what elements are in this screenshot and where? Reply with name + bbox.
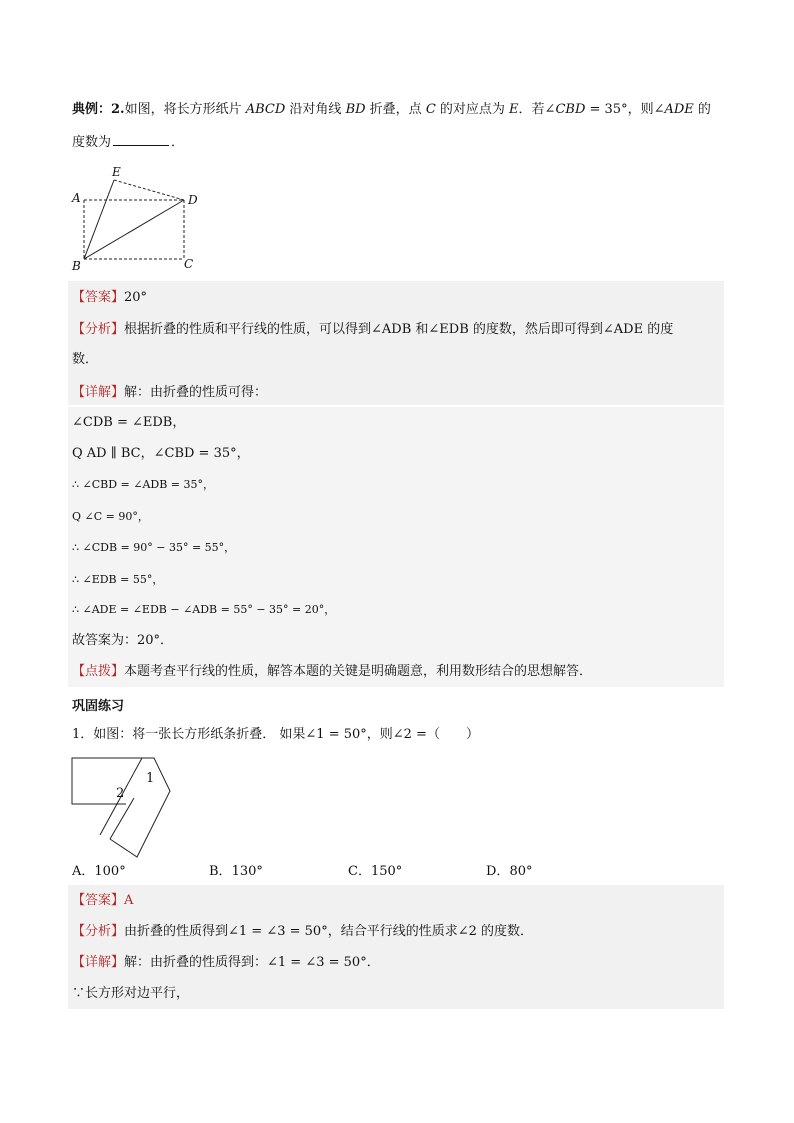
answer-blank	[113, 133, 169, 146]
fold-rectangle-figure	[66, 162, 206, 274]
option-value: 80°	[509, 864, 533, 879]
example-question-line-1	[72, 101, 711, 119]
detail-tag: 【详解】	[72, 385, 125, 400]
label-e: E	[112, 165, 121, 179]
question-text: 折叠，点	[365, 102, 426, 117]
question-text: 沿对角线	[285, 102, 346, 117]
question-text: ．若∠	[518, 102, 556, 117]
practice-answer-line	[72, 892, 133, 910]
analysis-line-2	[72, 351, 98, 369]
option-a[interactable]	[72, 860, 126, 879]
rect-name: ABCD	[245, 102, 286, 117]
example-question-line-2	[72, 133, 184, 152]
edge-be	[84, 180, 114, 259]
option-c[interactable]	[348, 860, 402, 879]
answer-value: 20°	[124, 290, 148, 305]
label-a: A	[72, 191, 81, 205]
example-prefix: 典例：	[72, 102, 112, 117]
solution-step: Q AD ∥ BC，∠CBD = 35°，	[72, 446, 250, 461]
label-d: D	[188, 193, 198, 207]
answer-tag: 【答案】	[72, 893, 125, 908]
folded-flap	[110, 758, 170, 857]
solution-step: ∴ ∠EDB = 55°，	[72, 573, 164, 586]
analysis-text: 根据折叠的性质和平行线的性质，可以得到∠ADB 和∠EDB 的度数，然后即可得到∠ADE 的度	[124, 322, 674, 337]
solution-step: ∴ ∠ADE = ∠EDB − ∠ADB = 55° − 35° = 20°，	[72, 603, 336, 616]
angle-2-label: 2	[116, 786, 125, 801]
question-text: 如图，将长方形纸片	[124, 102, 246, 117]
solution-step: ∴ ∠CDB = 90° − 35° = 55°，	[72, 541, 236, 554]
diagonal-bd	[84, 200, 184, 259]
detail-text: 解：由折叠的性质得到：∠1 = ∠3 = 50°．	[124, 955, 380, 970]
option-d[interactable]	[486, 860, 532, 879]
example-number: 2.	[111, 102, 125, 117]
strip-outline	[72, 758, 142, 804]
point-name: C	[425, 102, 436, 117]
angle-name: CBD	[555, 102, 586, 117]
tip-tag: 【点拨】	[72, 664, 125, 679]
point-name: E	[509, 102, 519, 117]
practice-detail-line	[72, 954, 380, 972]
option-b[interactable]	[209, 860, 263, 879]
analysis-tag: 【分析】	[72, 322, 125, 337]
option-letter: C．	[348, 864, 371, 879]
analysis-text: 数．	[72, 352, 99, 367]
analysis-line	[72, 321, 673, 339]
angle-name: ADE	[664, 102, 694, 117]
option-letter: B．	[209, 864, 232, 879]
practice-heading: 巩固练习	[72, 699, 125, 714]
label-b: B	[72, 259, 81, 273]
option-letter: D．	[486, 864, 510, 879]
edge-ed	[114, 180, 184, 200]
solution-step: Q ∠C = 90°，	[72, 510, 149, 523]
practice-last-line: ∵长方形对边平行，	[72, 986, 190, 1001]
answer-line	[72, 289, 147, 307]
practice-analysis-line	[72, 923, 533, 941]
practice-question-1: 1．如图：将一张长方形纸条折叠． 如果∠1 = 50°，则∠2 =（ ）	[72, 727, 479, 742]
label-c: C	[184, 257, 194, 271]
question-text: = 35°，则∠	[585, 102, 665, 117]
question-text: ．	[171, 135, 185, 150]
angle-1-label: 1	[146, 771, 155, 786]
question-text: 度数为	[72, 135, 112, 150]
solution-step: ∠CDB = ∠EDB，	[72, 415, 186, 430]
option-value: 130°	[231, 864, 263, 879]
option-value: 150°	[370, 864, 403, 879]
option-value: 100°	[94, 864, 126, 879]
detail-tag: 【详解】	[72, 955, 125, 970]
question-text: 的	[693, 102, 711, 117]
detail-line	[72, 384, 267, 402]
answer-tag: 【答案】	[72, 290, 125, 305]
tip-text: 本题考查平行线的性质，解答本题的关键是明确题意，利用数形结合的思想解答．	[124, 664, 593, 679]
option-letter: A．	[72, 864, 95, 879]
tip-line	[72, 663, 592, 681]
folded-strip-figure	[70, 756, 180, 856]
question-text: 的对应点为	[435, 102, 510, 117]
conclusion-line: 故答案为：20°．	[72, 633, 174, 648]
answer-value: A	[124, 893, 134, 908]
diagonal-name: BD	[345, 102, 366, 117]
detail-text: 解：由折叠的性质可得：	[124, 385, 268, 400]
analysis-tag: 【分析】	[72, 924, 125, 939]
solution-step: ∴ ∠CBD = ∠ADB = 35°，	[72, 478, 215, 491]
analysis-text: 由折叠的性质得到∠1 = ∠3 = 50°，结合平行线的性质求∠2 的度数．	[124, 924, 533, 939]
